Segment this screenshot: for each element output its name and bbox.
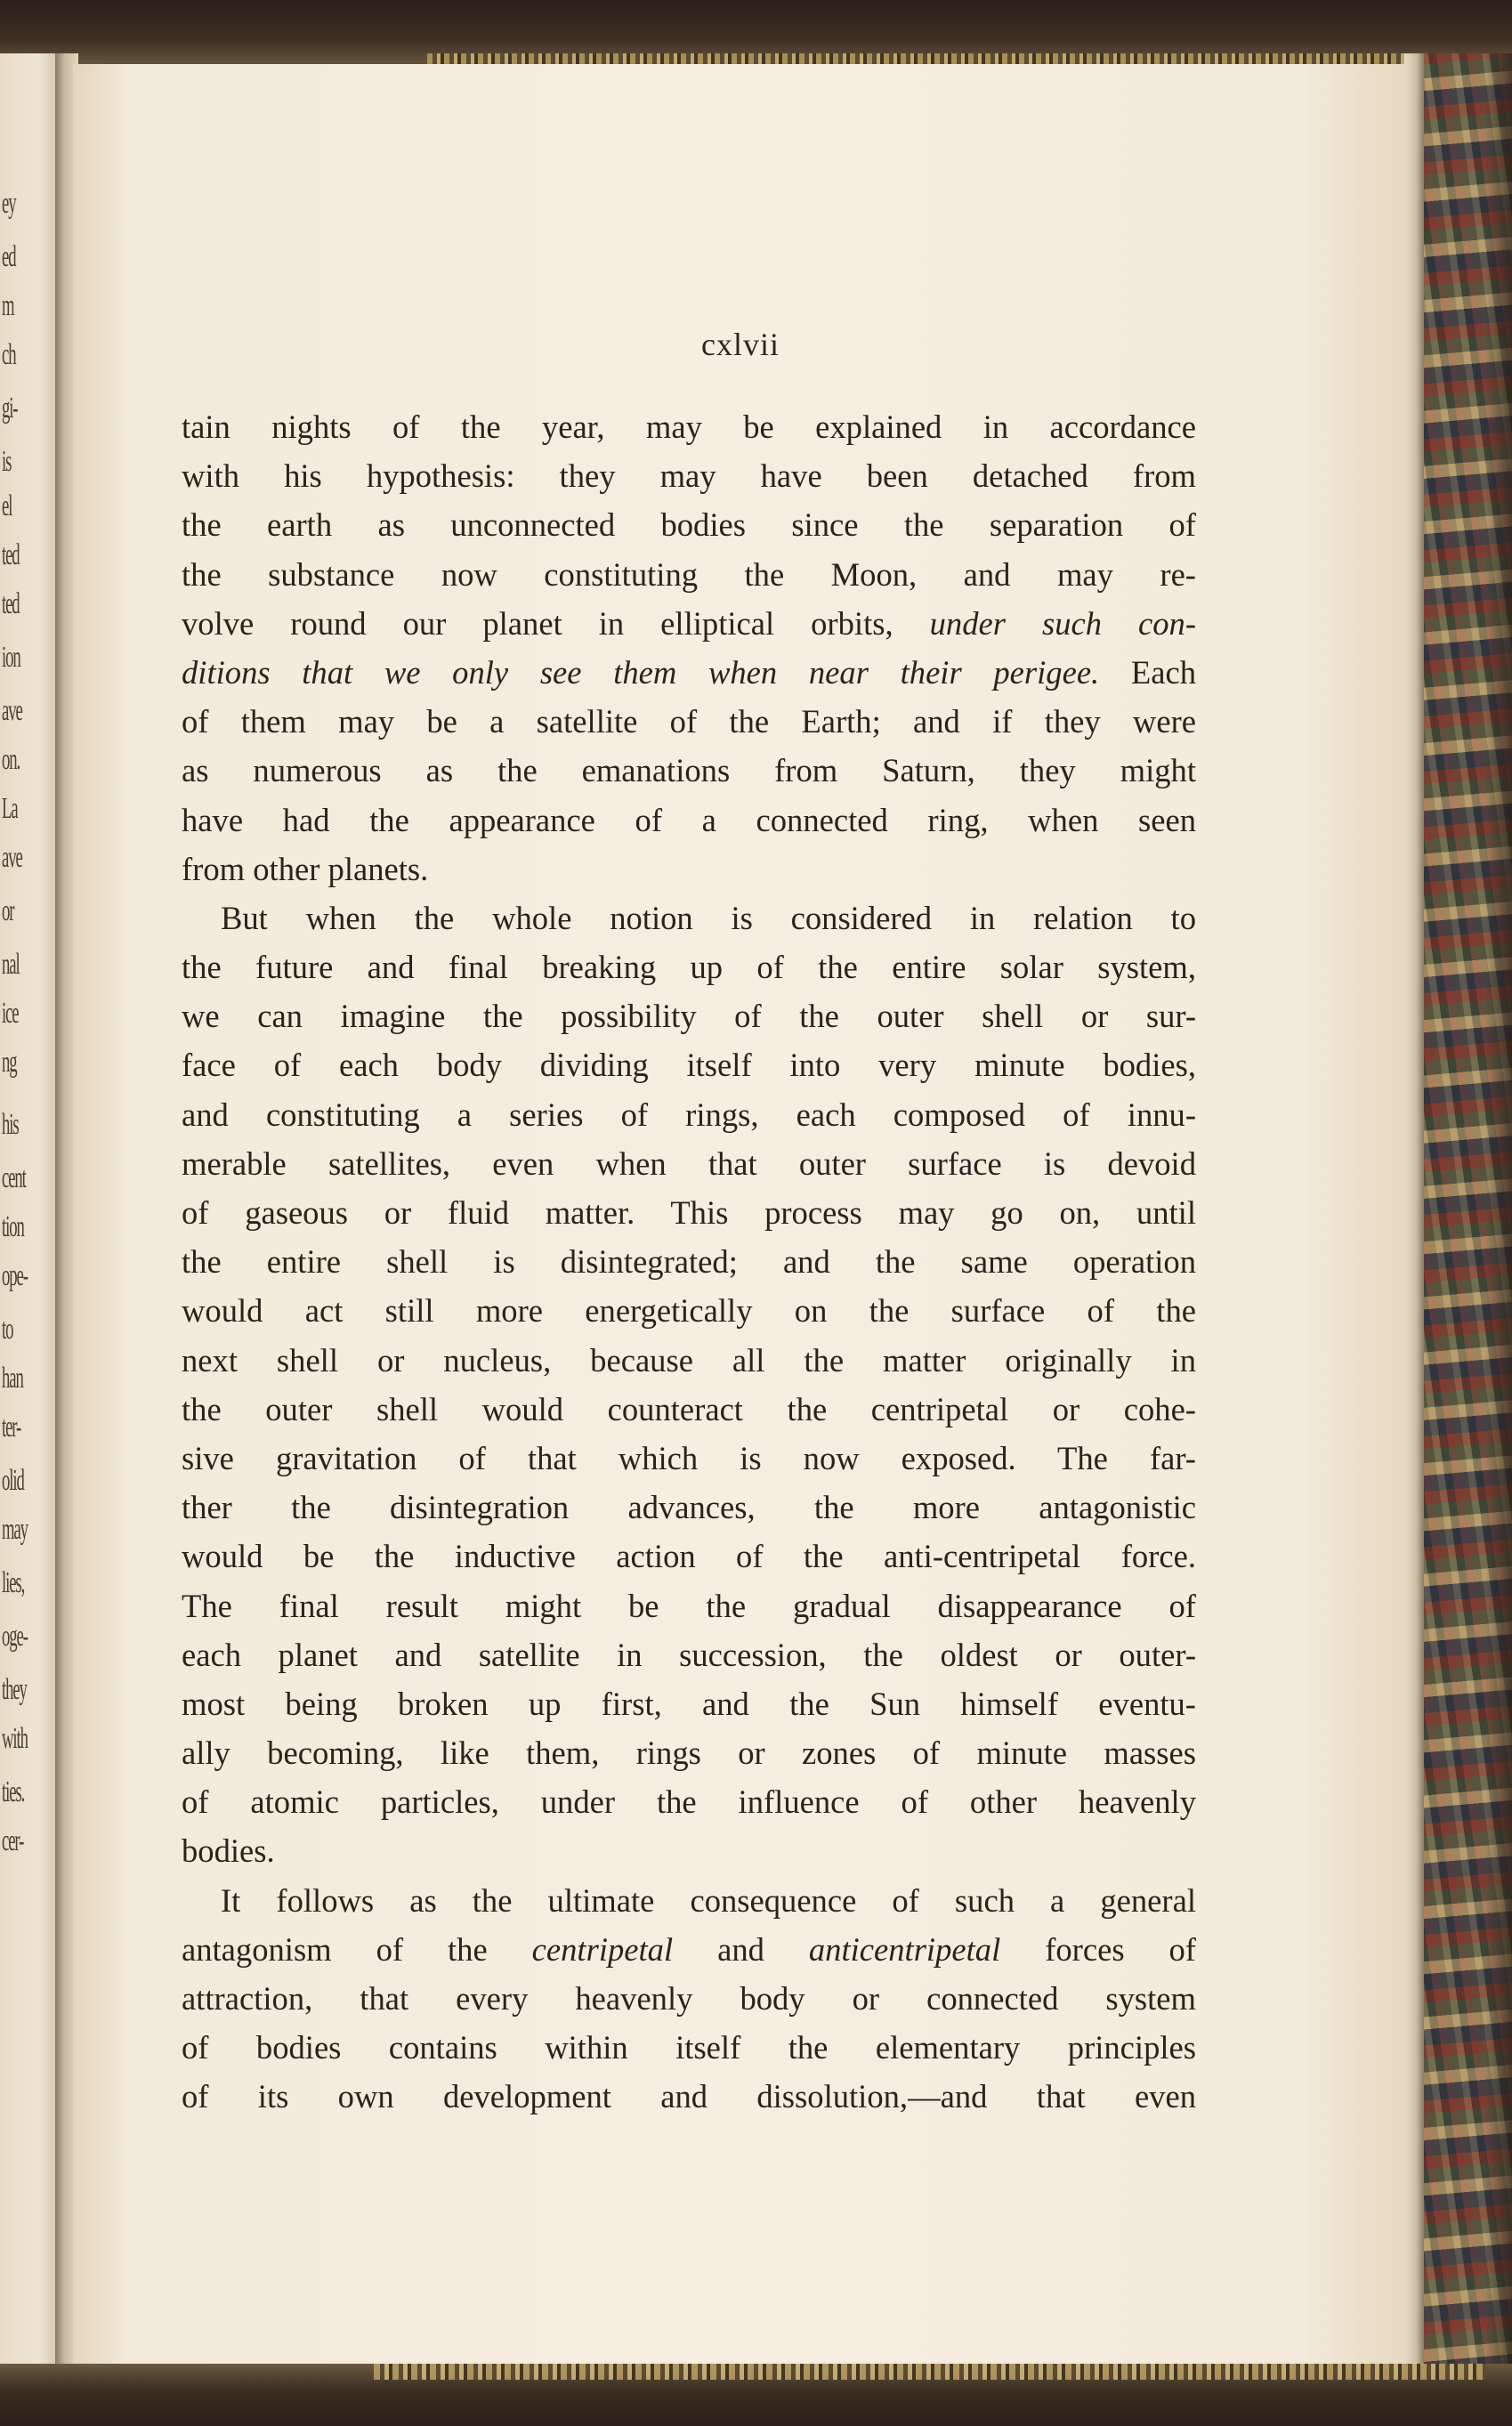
text-segment: from other planets. — [182, 850, 429, 887]
left-page-text-fragment: may — [2, 1513, 28, 1546]
text-line — [182, 402, 1196, 451]
text-segment: Each — [1099, 653, 1196, 691]
text-line — [182, 1286, 1196, 1335]
text-line-content — [182, 1040, 1196, 1089]
text-segment: forces of — [1000, 1930, 1196, 1968]
text-line — [182, 894, 1196, 942]
left-page-text-fragment: his — [2, 1108, 19, 1141]
text-segment: and constituting a series of rings, each composed of innu- — [182, 1096, 1196, 1133]
text-line-content — [182, 894, 1196, 942]
bottom-binding-edge — [0, 2364, 1512, 2426]
text-line — [182, 1679, 1196, 1728]
text-line-content — [182, 402, 1196, 451]
left-page-text-fragment: ted — [2, 587, 20, 620]
text-segment: the outer shell would counteract the centripetal or cohe- — [182, 1390, 1196, 1427]
text-line — [182, 1139, 1196, 1188]
left-page-text-fragment: or — [2, 894, 14, 927]
text-segment: sive gravitation of that which is now exposed. The far- — [182, 1439, 1196, 1476]
text-line-content — [182, 1826, 1196, 1875]
text-line-content — [182, 1728, 1196, 1777]
text-line-content — [182, 746, 1196, 795]
text-segment: But when the whole notion is considered in relation to — [221, 899, 1196, 936]
text-segment: The final result might be the gradual disappearance of — [182, 1587, 1196, 1624]
text-line-content — [182, 991, 1196, 1040]
text-line-content — [182, 1188, 1196, 1237]
text-segment: most being broken up first, and the Sun himself eventu- — [182, 1685, 1196, 1722]
text-segment: would be the inductive action of the anti-centripetal force. — [182, 1538, 1196, 1575]
top-binding-edge — [0, 0, 1512, 69]
text-segment: It follows as the ultimate consequence of such a general — [221, 1881, 1196, 1919]
text-line — [182, 942, 1196, 991]
text-line — [182, 1777, 1196, 1826]
italic-text-segment: centripetal — [531, 1930, 674, 1968]
text-segment: ther the disintegration advances, the more antagonistic — [182, 1489, 1196, 1526]
text-line-content — [182, 1876, 1196, 1925]
left-page-text-fragment: ch — [2, 338, 16, 371]
adjacent-left-page — [0, 53, 55, 2376]
left-page-text-fragment: on. — [2, 743, 20, 776]
marbled-page-edge — [1404, 53, 1512, 2385]
text-line — [182, 697, 1196, 746]
left-page-text-fragment: ice — [2, 997, 19, 1030]
left-page-text-fragment: lies, — [2, 1566, 25, 1599]
text-line-content — [182, 1483, 1196, 1532]
text-segment: with his hypothesis: they may have been detached from — [182, 457, 1196, 495]
text-line-content — [182, 2023, 1196, 2072]
text-line — [182, 500, 1196, 549]
text-line — [182, 845, 1196, 894]
left-page-text-fragment: with — [2, 1722, 28, 1755]
left-page-text-fragment: cer- — [2, 1824, 24, 1857]
left-page-text-fragment: cent — [2, 1161, 26, 1194]
left-page-text-fragment: ted — [2, 538, 20, 571]
text-line-content — [182, 451, 1196, 500]
text-segment: the future and final breaking up of the entire solar system, — [182, 949, 1196, 986]
left-page-text-fragment: ave — [2, 694, 22, 727]
text-segment: bodies. — [182, 1832, 275, 1870]
left-page-text-fragment: m — [2, 289, 14, 322]
text-line-content — [182, 599, 1196, 648]
italic-text-segment: under such con- — [929, 604, 1197, 642]
text-line-content — [182, 550, 1196, 599]
text-segment: each planet and satellite in succession, the oldest or outer- — [182, 1636, 1196, 1673]
text-line-content — [182, 1090, 1196, 1139]
text-line — [182, 2023, 1196, 2072]
text-line — [182, 1581, 1196, 1630]
italic-text-segment: ditions that we only see them when near their perigee. — [182, 653, 1100, 691]
text-segment: the entire shell is disintegrated; and the same operation — [182, 1243, 1196, 1281]
left-page-text-fragment: La — [2, 792, 18, 825]
text-line-content — [182, 942, 1196, 991]
text-segment: of its own development and dissolution,—and that even — [182, 2078, 1196, 2115]
text-line-content — [182, 1679, 1196, 1728]
left-page-text-fragment: ng — [2, 1046, 17, 1079]
text-segment: attraction, that every heavenly body or connected system — [182, 1980, 1196, 2017]
text-segment: tain nights of the year, may be explained in accordance — [182, 408, 1196, 445]
text-line-content — [182, 697, 1196, 746]
text-line — [182, 1483, 1196, 1532]
text-segment: have had the appearance of a connected ring, when seen — [182, 801, 1196, 838]
left-page-text-fragment: ey — [2, 187, 16, 220]
text-line — [182, 1188, 1196, 1237]
text-segment: as numerous as the emanations from Saturn, they might — [182, 752, 1196, 789]
text-line-content — [182, 1777, 1196, 1826]
text-line — [182, 599, 1196, 648]
text-line — [182, 1728, 1196, 1777]
text-line-content — [182, 1434, 1196, 1483]
text-segment: the earth as unconnected bodies since the separation of — [182, 506, 1196, 544]
text-line — [182, 550, 1196, 599]
text-line — [182, 1336, 1196, 1385]
text-line — [182, 746, 1196, 795]
text-segment: ally becoming, like them, rings or zones of minute masses — [182, 1735, 1196, 1772]
left-page-text-fragment: tion — [2, 1210, 24, 1243]
text-line — [182, 1630, 1196, 1679]
text-segment: of gaseous or fluid matter. This process may go on, until — [182, 1194, 1196, 1231]
text-line-content — [182, 1336, 1196, 1385]
text-line — [182, 1040, 1196, 1089]
text-segment: next shell or nucleus, because all the matter originally in — [182, 1341, 1196, 1379]
left-page-text-fragment: is — [2, 445, 12, 478]
text-line — [182, 991, 1196, 1040]
left-page-text-fragment: ties. — [2, 1775, 25, 1808]
text-line — [182, 1532, 1196, 1581]
left-page-text-fragment: they — [2, 1673, 27, 1706]
text-segment: and — [673, 1930, 809, 1968]
text-segment: face of each body dividing itself into very minute bodies, — [182, 1047, 1196, 1084]
left-page-text-fragment: ave — [2, 841, 22, 874]
text-line-content — [182, 1532, 1196, 1581]
text-line-content — [182, 1630, 1196, 1679]
text-line — [182, 1237, 1196, 1286]
text-line-content — [182, 1385, 1196, 1434]
text-line — [182, 796, 1196, 845]
left-page-text-fragment: ope- — [2, 1259, 28, 1292]
text-line-content — [182, 1286, 1196, 1335]
page-number: cxlvii — [701, 327, 780, 362]
text-line — [182, 1826, 1196, 1875]
left-page-text-fragment: ter- — [2, 1411, 21, 1443]
text-segment: volve round our planet in elliptical orbits, — [182, 604, 930, 642]
left-page-text-fragment: nal — [2, 948, 20, 981]
text-line-content — [182, 1925, 1196, 1974]
text-segment: would act still more energetically on the surface of the — [182, 1292, 1196, 1330]
text-line-content — [182, 500, 1196, 549]
left-page-text-fragment: olid — [2, 1464, 24, 1497]
text-line-content — [182, 1974, 1196, 2023]
text-line-content — [182, 648, 1196, 697]
text-segment: we can imagine the possibility of the outer shell or sur- — [182, 998, 1196, 1035]
text-line — [182, 1925, 1196, 1974]
text-segment: of bodies contains within itself the elementary principles — [182, 2029, 1196, 2066]
left-page-text-fragment: to — [2, 1313, 13, 1346]
left-page-text-fragment: el — [2, 489, 12, 522]
text-line-content — [182, 796, 1196, 845]
text-line-content — [182, 2072, 1196, 2121]
text-segment: the substance now constituting the Moon, and may re- — [182, 555, 1196, 593]
page-body-text — [182, 402, 1196, 2122]
left-page-text-fragment: ion — [2, 641, 20, 674]
text-line — [182, 648, 1196, 697]
text-line — [182, 1974, 1196, 2023]
text-line — [182, 1090, 1196, 1139]
text-segment: of atomic particles, under the influence of other heavenly — [182, 1783, 1196, 1821]
left-page-text-fragment: ed — [2, 240, 16, 273]
text-segment: of them may be a satellite of the Earth; and if they were — [182, 703, 1196, 740]
italic-text-segment: anticentripetal — [808, 1930, 1001, 1968]
text-segment: antagonism of the — [182, 1930, 532, 1968]
left-page-text-fragment: han — [2, 1362, 23, 1395]
book-page — [73, 64, 1408, 2369]
text-line — [182, 2072, 1196, 2121]
text-line-content — [182, 1237, 1196, 1286]
text-line — [182, 1385, 1196, 1434]
text-line-content — [182, 1139, 1196, 1188]
text-line — [182, 1434, 1196, 1483]
text-line-content — [182, 845, 1196, 894]
text-line-content — [182, 1581, 1196, 1630]
text-line — [182, 1876, 1196, 1925]
text-line — [182, 451, 1196, 500]
text-segment: merable satellites, even when that outer surface is devoid — [182, 1144, 1196, 1182]
left-page-text-fragment: oge- — [2, 1620, 28, 1653]
left-page-text-fragment: gi- — [2, 392, 18, 425]
